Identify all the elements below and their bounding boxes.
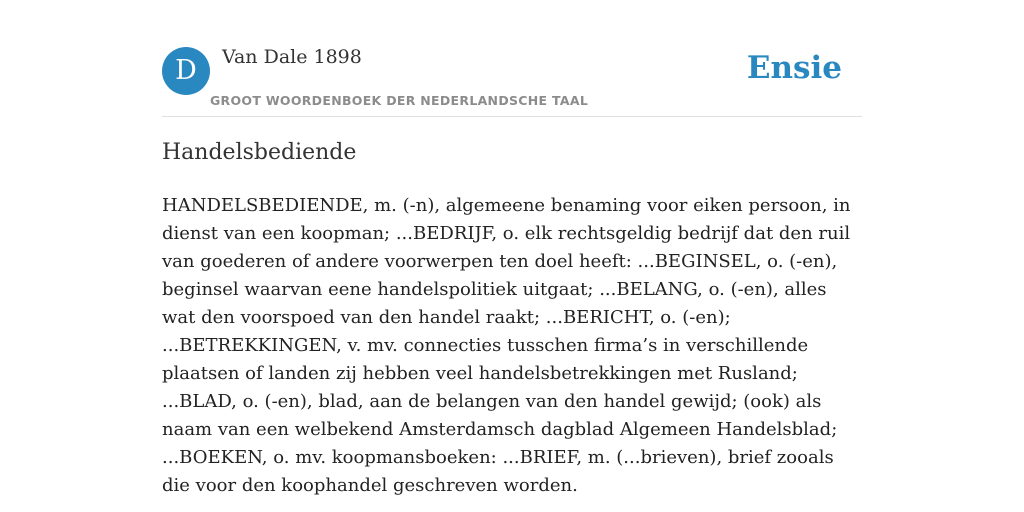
brand-logo[interactable]: Ensie (746, 50, 842, 86)
entry-body: HANDELSBEDIENDE, m. (-n), algemeene benaming voor eiken persoon, in dienst van een koopman; ...BEDRIJF, o. elk rechtsgeldig bedrijf dat den ruil van goederen of andere voorwerpen ten doel heeft: ...BEGINSEL, o. (-en), beginsel waarvan eene handelspolitiek uitgaat; ...BELANG, o. (-en), alles wat den voorspoed van den handel raakt; ...BERICHT, o. (-en); ...BETREKKINGEN, v. mv. connecties tusschen firma’s in verschillende plaatsen of landen zij hebben veel handelsbetrekkingen met Rusland; ...BLAD, o. (-en), blad, aan de belangen van den handel gewijd; (ook) als naam van een welbekend Amsterdamsch dagblad Algemeen Handelsblad; ...BOEKEN, o. mv. koopmansboeken: ...BRIEF, m. (...brieven), brief zooals die voor den koophandel geschreven worden. (162, 195, 851, 496)
source-title[interactable]: Van Dale 1898 (222, 46, 362, 68)
source-header (162, 46, 862, 117)
source-avatar[interactable]: D (162, 47, 210, 95)
entry-title: Handelsbediende (162, 140, 357, 165)
source-subtitle: GROOT WOORDENBOEK DER NEDERLANDSCHE TAAL (210, 93, 589, 108)
